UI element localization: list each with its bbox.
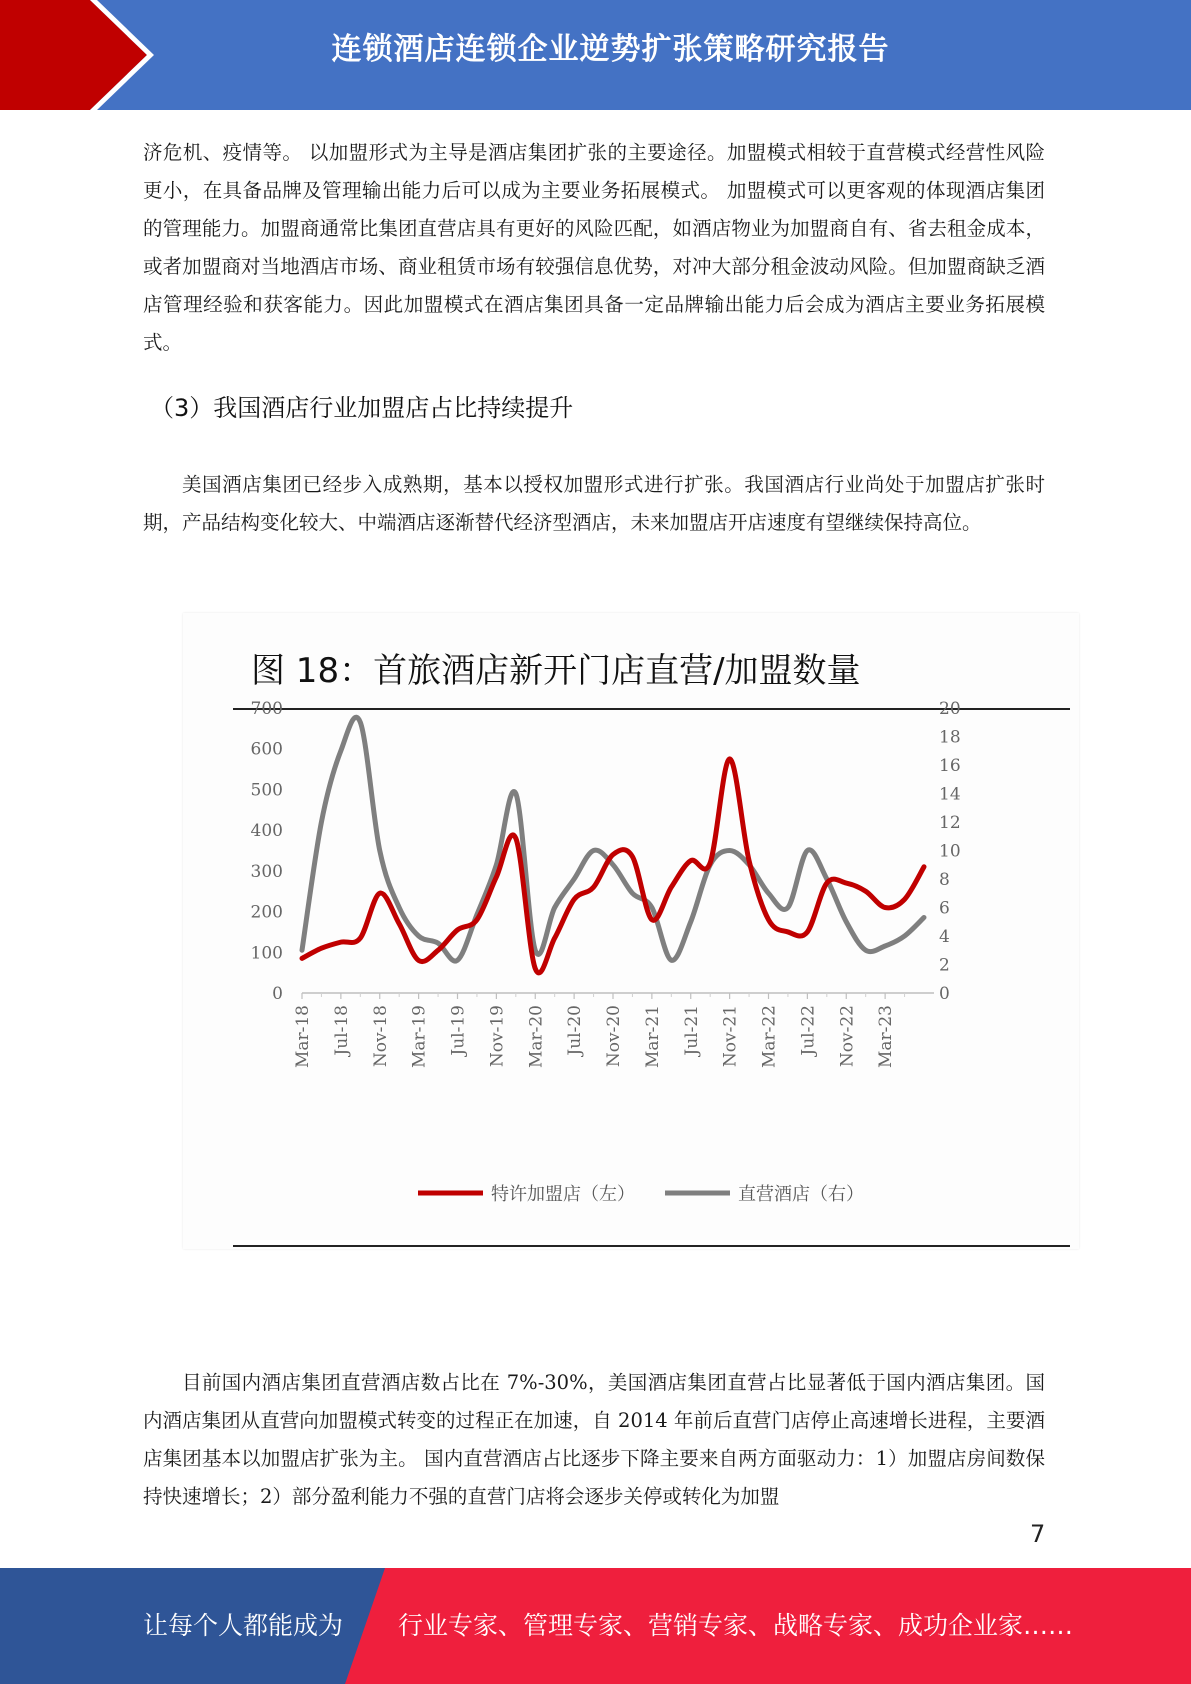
y-right-tick-label: 8 (939, 870, 950, 890)
y-left-tick-label: 500 (250, 780, 283, 801)
y-right-tick-label: 12 (939, 813, 961, 833)
y-left-tick-label: 700 (250, 699, 283, 719)
x-tick-label: Nov-19 (487, 1005, 508, 1068)
y-right-tick-label: 20 (939, 699, 961, 719)
y-right-tick-label: 4 (939, 927, 950, 947)
body-paragraph-3: 目前国内酒店集团直营酒店数占比在 7%-30%，美国酒店集团直营占比显著低于国内酒店集团。国内酒店集团从直营向加盟模式转变的过程正在加速，自 2014 年前后直营门店停止高速增长进程，主要酒店集团基本以加盟店扩张为主。 国内直营酒店占比逐步下降主要来自两方面驱动力：1）加盟店房间数保持快速增长；2）部分盈利能力不强的直营门店将会逐步关停或转化为加盟 (143, 1371, 1045, 1508)
y-axis-right-ticks (939, 699, 961, 1004)
x-tick-label: Nov-21 (720, 1005, 741, 1068)
y-right-tick-label: 14 (939, 784, 961, 805)
footer-slogan-left: 让每个人都能成为 (143, 1611, 344, 1640)
series-line-direct (302, 717, 924, 961)
x-tick-label: Jul-20 (565, 1005, 586, 1056)
x-tick-label: Mar-20 (526, 1005, 547, 1069)
header-title: 连锁酒店连锁企业逆势扩张策略研究报告 (331, 32, 890, 67)
line-chart (183, 613, 1079, 1249)
legend-label-franchise: 特许加盟店（左） (491, 1184, 635, 1205)
y-left-tick-label: 400 (250, 821, 283, 842)
legend-label-direct: 直营酒店（右） (738, 1184, 864, 1205)
x-tick-label: Mar-23 (876, 1005, 897, 1069)
x-axis-ticks (293, 993, 905, 1068)
x-tick-label: Mar-21 (642, 1005, 663, 1069)
y-left-tick-label: 0 (272, 984, 283, 1004)
x-tick-label: Mar-18 (293, 1005, 313, 1069)
y-right-tick-label: 0 (939, 984, 950, 1004)
x-tick-label: Jul-21 (681, 1005, 702, 1056)
page-footer (0, 1568, 1191, 1684)
x-tick-label: Nov-20 (604, 1005, 624, 1068)
section-heading: （3）我国酒店行业加盟店占比持续提升 (150, 394, 574, 422)
x-tick-label: Nov-18 (370, 1005, 391, 1068)
x-tick-label: Jul-22 (798, 1005, 819, 1056)
series-layer (302, 717, 924, 973)
y-left-tick-label: 600 (250, 739, 283, 760)
x-tick-label: Jul-18 (331, 1005, 352, 1056)
footer-slogan-right: 行业专家、管理专家、营销专家、战略专家、成功企业家…… (398, 1611, 1074, 1640)
chart-legend (418, 1184, 864, 1205)
y-right-tick-label: 2 (939, 955, 950, 976)
body-paragraph-2: 美国酒店集团已经步入成熟期，基本以授权加盟形式进行扩张。我国酒店行业尚处于加盟店扩张时期，产品结构变化较大、中端酒店逐渐替代经济型酒店，未来加盟店开店速度有望继续保持高位。 (143, 473, 1045, 534)
y-right-tick-label: 18 (939, 727, 961, 748)
y-left-tick-label: 200 (250, 902, 283, 923)
x-tick-label: Mar-22 (759, 1005, 780, 1069)
x-tick-label: Jul-19 (448, 1005, 469, 1056)
y-right-tick-label: 16 (939, 756, 961, 776)
figure-title: 图 18：首旅酒店新开门店直营/加盟数量 (251, 651, 861, 691)
figure-18 (183, 613, 1079, 1249)
page-number: 7 (1030, 1520, 1046, 1548)
y-left-tick-label: 300 (250, 861, 283, 882)
y-left-tick-label: 100 (250, 943, 283, 964)
y-right-tick-label: 10 (939, 841, 961, 862)
x-tick-label: Nov-22 (837, 1005, 858, 1068)
x-tick-label: Mar-19 (409, 1005, 430, 1069)
y-axis-left-ticks (251, 699, 283, 1004)
y-right-tick-label: 6 (939, 898, 950, 919)
body-paragraph-1: 济危机、疫情等。 以加盟形式为主导是酒店集团扩张的主要途径。加盟模式相较于直营模式经营性风险更小，在具备品牌及管理输出能力后可以成为主要业务拓展模式。 加盟模式可以更客观的体现酒店集团的管理能力。加盟商通常比集团直营店具有更好的风险匹配，如酒店物业为加盟商自有、省去租金成本，或者加盟商对当地酒店市场、商业租赁市场有较强信息优势，对冲大部分租金波动风险。但加盟商缺乏酒店管理经验和获客能力。因此加盟模式在酒店集团具备一定品牌输出能力后会成为酒店主要业务拓展模式。 (143, 141, 1045, 354)
page-header (0, 0, 1191, 110)
